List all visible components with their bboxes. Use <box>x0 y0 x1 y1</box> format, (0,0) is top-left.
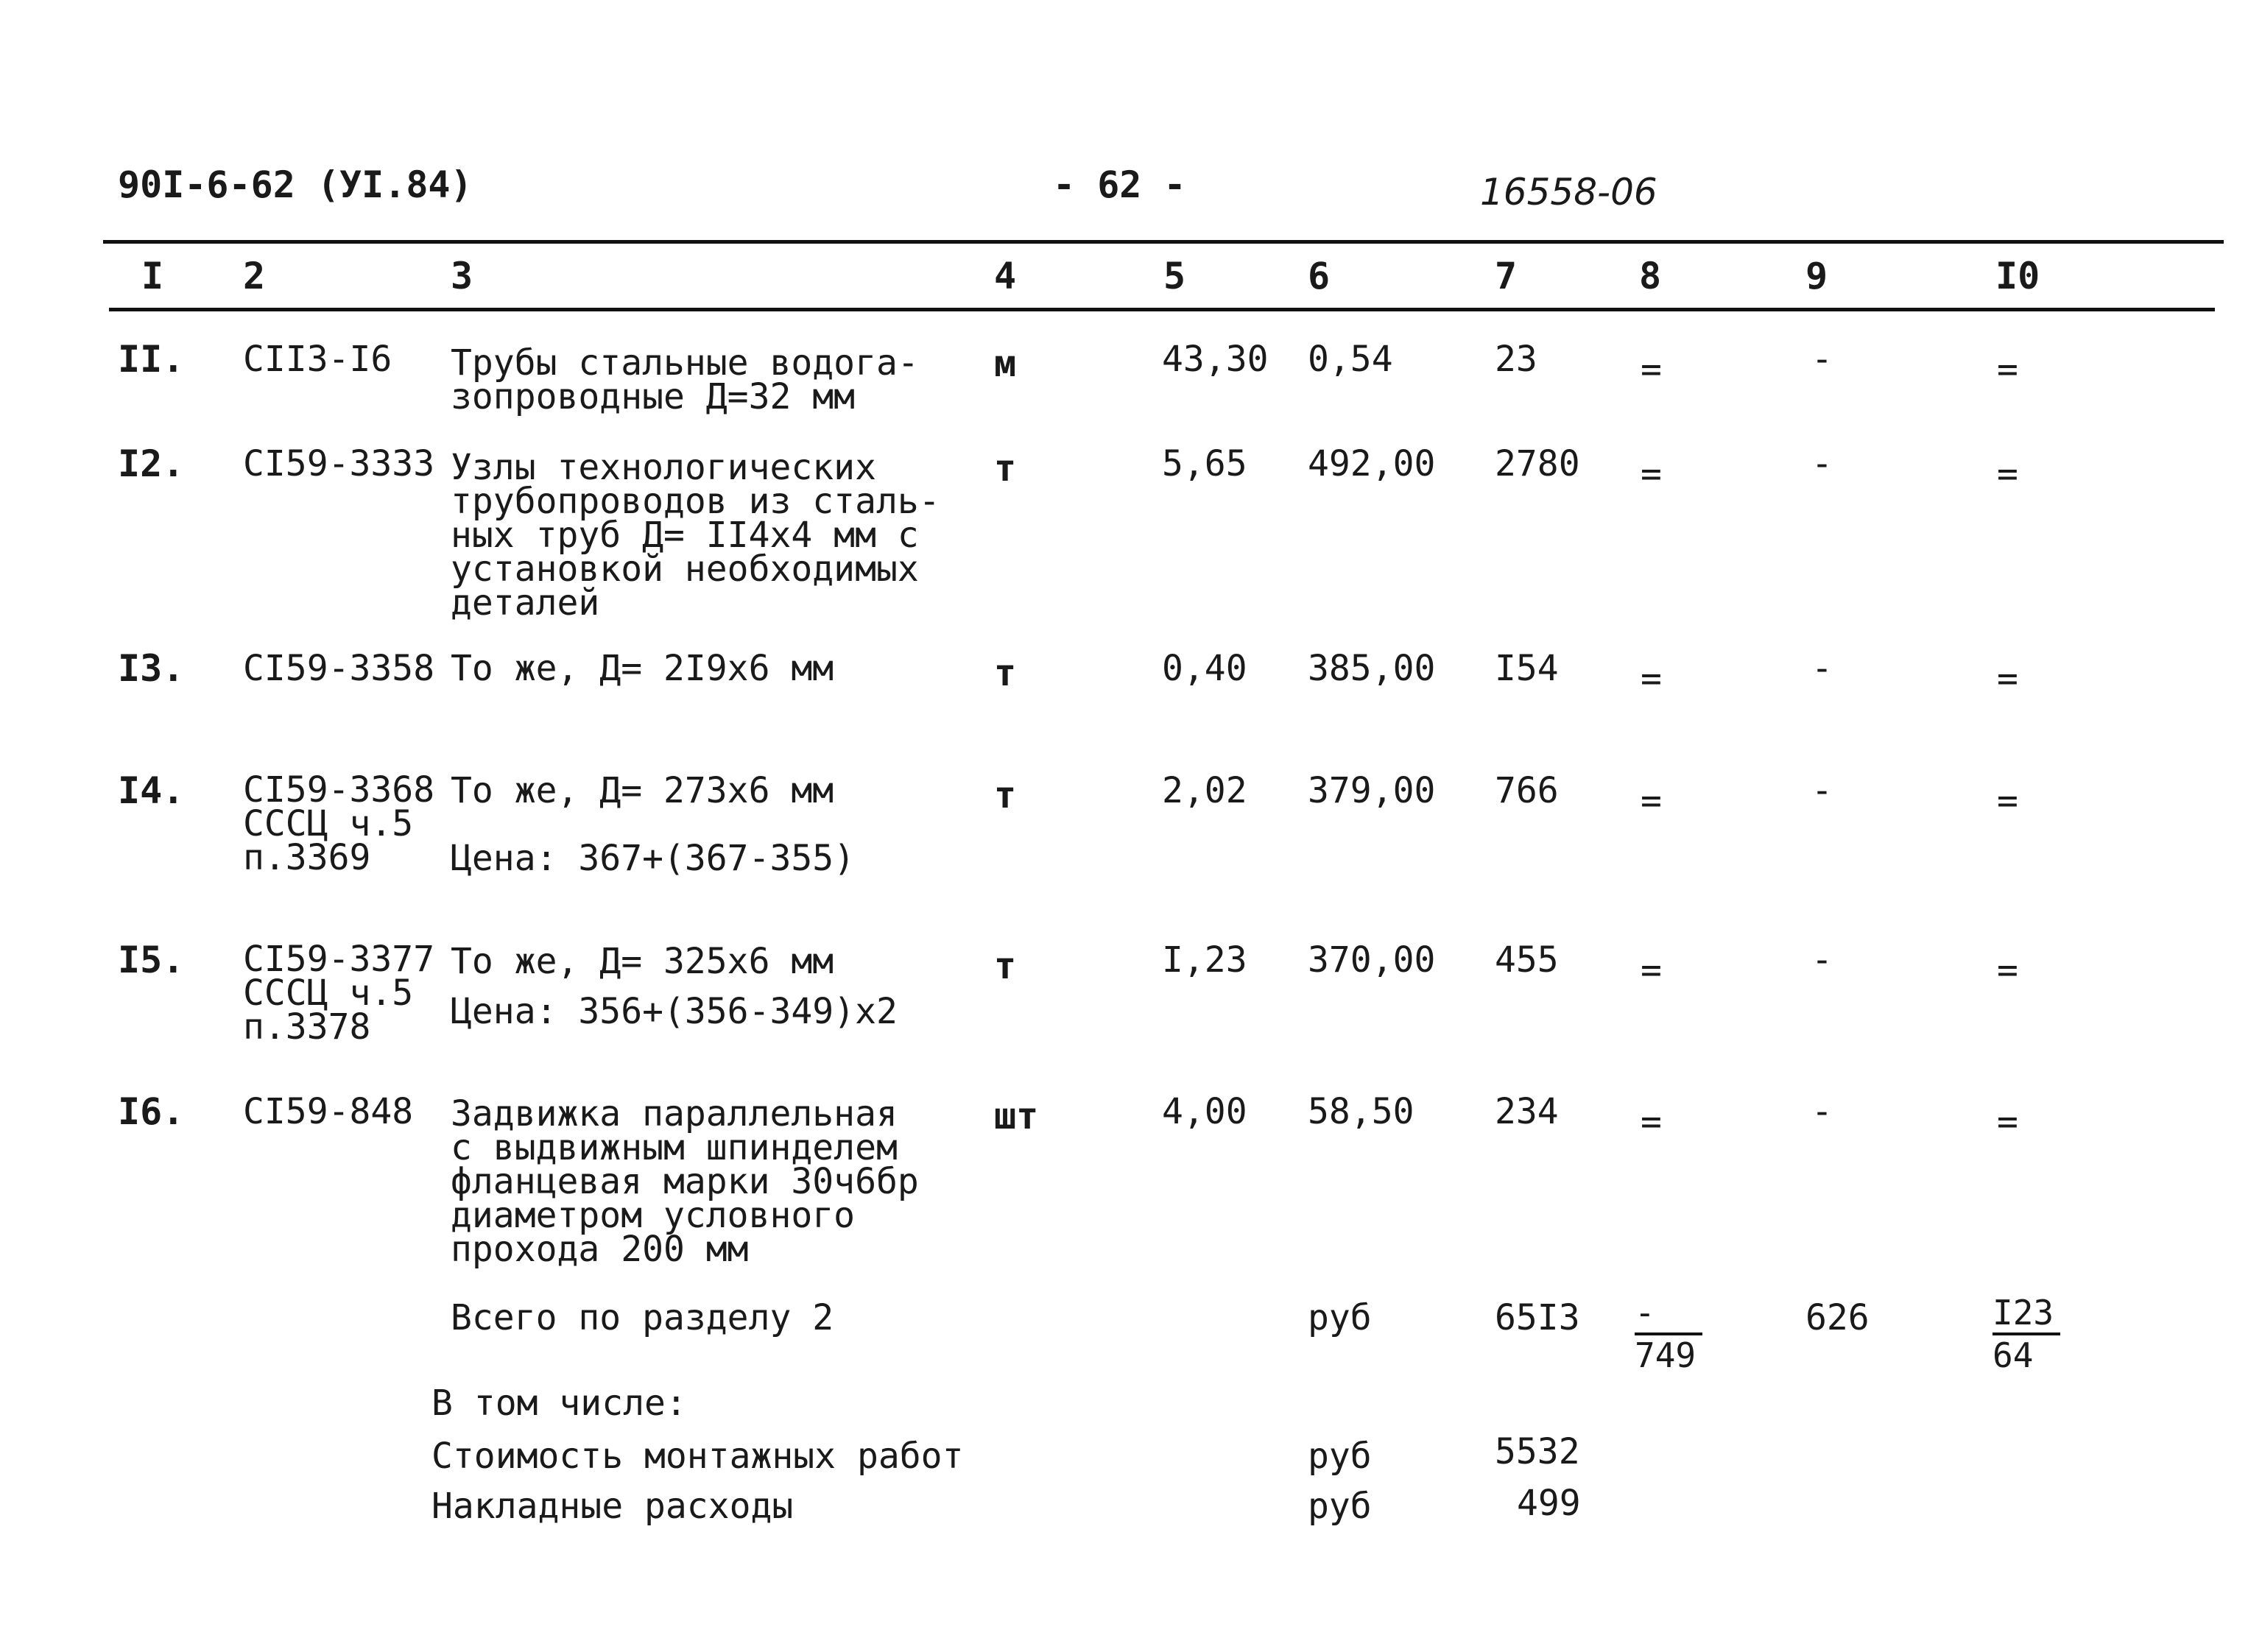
row-number: I6. <box>118 1090 185 1133</box>
row-number: I2. <box>118 442 185 485</box>
row-total: 23 <box>1495 339 1537 380</box>
column-header-4: 4 <box>994 255 1017 297</box>
row-col8: = <box>1641 780 1662 822</box>
row-description: Узлы технологических трубопроводов из сталь- ных труб Д= II4x4 мм с установкой необходимых деталей <box>451 447 940 624</box>
header-rule <box>109 308 2215 311</box>
column-header-2: 2 <box>243 255 266 297</box>
including-item-label: Стоимость монтажных работ <box>431 1436 964 1477</box>
row-quantity: 4,00 <box>1162 1091 1247 1132</box>
row-col9: - <box>1811 1091 1833 1132</box>
row-quantity: 2,02 <box>1162 770 1247 811</box>
row-col8: = <box>1641 1101 1662 1143</box>
row-total: I54 <box>1495 648 1559 689</box>
row-col8: = <box>1641 950 1662 991</box>
column-header-5: 5 <box>1163 255 1186 297</box>
including-item-unit: руб <box>1308 1486 1372 1527</box>
row-col8: = <box>1641 349 1662 390</box>
including-item-value: 5532 <box>1495 1431 1580 1472</box>
row-number: I3. <box>118 647 185 690</box>
row-code: СI59-3368 СССЦ ч.5 п.3369 <box>243 769 435 878</box>
row-unit: т <box>994 945 1017 987</box>
row-description: Задвижка параллельная с выдвижным шпинделем фланцевая марки 30ч6бр диаметром условного прохода 200 мм <box>451 1093 919 1270</box>
row-code: СI59-3377 СССЦ ч.5 п.3378 <box>243 939 435 1048</box>
row-code: СI59-3358 <box>243 648 435 689</box>
row-code: СII3-I6 <box>243 339 392 380</box>
row-total: 2780 <box>1495 443 1580 484</box>
row-col9: - <box>1811 443 1833 484</box>
row-price: 0,54 <box>1308 339 1393 380</box>
document-code: 90I-6-62 (УI.84) <box>118 163 473 206</box>
section-total-col8-fraction <box>1635 1293 1702 1375</box>
section-total-col9: 626 <box>1805 1297 1870 1338</box>
column-header-6: 6 <box>1308 255 1331 297</box>
page-number: - 62 - <box>1053 163 1186 206</box>
row-unit: шт <box>994 1095 1039 1137</box>
row-code: СI59-3333 <box>243 443 435 484</box>
section-total-value: 65I3 <box>1495 1297 1580 1338</box>
fraction-bottom: 749 <box>1635 1335 1696 1375</box>
including-item-label: Накладные расходы <box>431 1486 794 1527</box>
row-col10: = <box>1997 950 2018 991</box>
column-header-3: 3 <box>451 255 473 297</box>
row-unit: т <box>994 774 1017 816</box>
row-price: 58,50 <box>1308 1091 1414 1132</box>
row-col8: = <box>1641 658 1662 699</box>
column-header-10: I0 <box>1995 255 2040 297</box>
column-header-9: 9 <box>1805 255 1828 297</box>
column-header-8: 8 <box>1639 255 1662 297</box>
row-description: То же, Д= 2I9x6 мм <box>451 648 834 689</box>
column-header-1: I <box>141 255 164 297</box>
row-unit: м <box>994 342 1017 385</box>
row-price: 492,00 <box>1308 443 1436 484</box>
row-number: I4. <box>118 769 185 812</box>
row-description: То же, Д= 325x6 мм <box>451 941 834 982</box>
row-col10: = <box>1997 1101 2018 1143</box>
row-number: II. <box>118 338 185 381</box>
row-price: 370,00 <box>1308 939 1436 981</box>
row-total: 766 <box>1495 770 1559 811</box>
column-header-7: 7 <box>1495 255 1518 297</box>
including-label: В том числе: <box>431 1383 687 1424</box>
including-item-value: 499 <box>1517 1483 1581 1524</box>
row-price: 379,00 <box>1308 770 1436 811</box>
row-col9: - <box>1811 339 1833 380</box>
row-price-note: Цена: 356+(356-349)x2 <box>451 991 898 1032</box>
handwritten-number: 16558-06 <box>1480 171 1657 213</box>
row-description: Трубы стальные водога- зопроводные Д=32 мм <box>451 342 919 417</box>
row-col8: = <box>1641 453 1662 495</box>
row-total: 234 <box>1495 1091 1559 1132</box>
section-total-label: Всего по разделу 2 <box>451 1297 834 1338</box>
row-unit: т <box>994 652 1017 694</box>
row-total: 455 <box>1495 939 1559 981</box>
row-code: СI59-848 <box>243 1091 414 1132</box>
row-quantity: 5,65 <box>1162 443 1247 484</box>
row-col10: = <box>1997 658 2018 699</box>
row-number: I5. <box>118 939 185 981</box>
row-col9: - <box>1811 939 1833 981</box>
including-item-unit: руб <box>1308 1436 1372 1477</box>
fraction-bottom: 64 <box>1993 1335 2034 1375</box>
row-price-note: Цена: 367+(367-355) <box>451 838 856 879</box>
row-quantity: 0,40 <box>1162 648 1247 689</box>
row-unit: т <box>994 447 1017 490</box>
row-col10: = <box>1997 349 2018 390</box>
row-price: 385,00 <box>1308 648 1436 689</box>
row-col9: - <box>1811 770 1833 811</box>
top-rule <box>103 240 2224 244</box>
row-col10: = <box>1997 453 2018 495</box>
row-col10: = <box>1997 780 2018 822</box>
row-col9: - <box>1811 648 1833 689</box>
row-quantity: I,23 <box>1162 939 1247 981</box>
section-total-unit: руб <box>1308 1297 1372 1338</box>
fraction-top: I23 <box>1993 1293 2054 1332</box>
row-description: То же, Д= 273x6 мм <box>451 770 834 811</box>
section-total-col10-fraction <box>1993 1293 2060 1375</box>
row-quantity: 43,30 <box>1162 339 1269 380</box>
fraction-top: - <box>1635 1293 1655 1332</box>
